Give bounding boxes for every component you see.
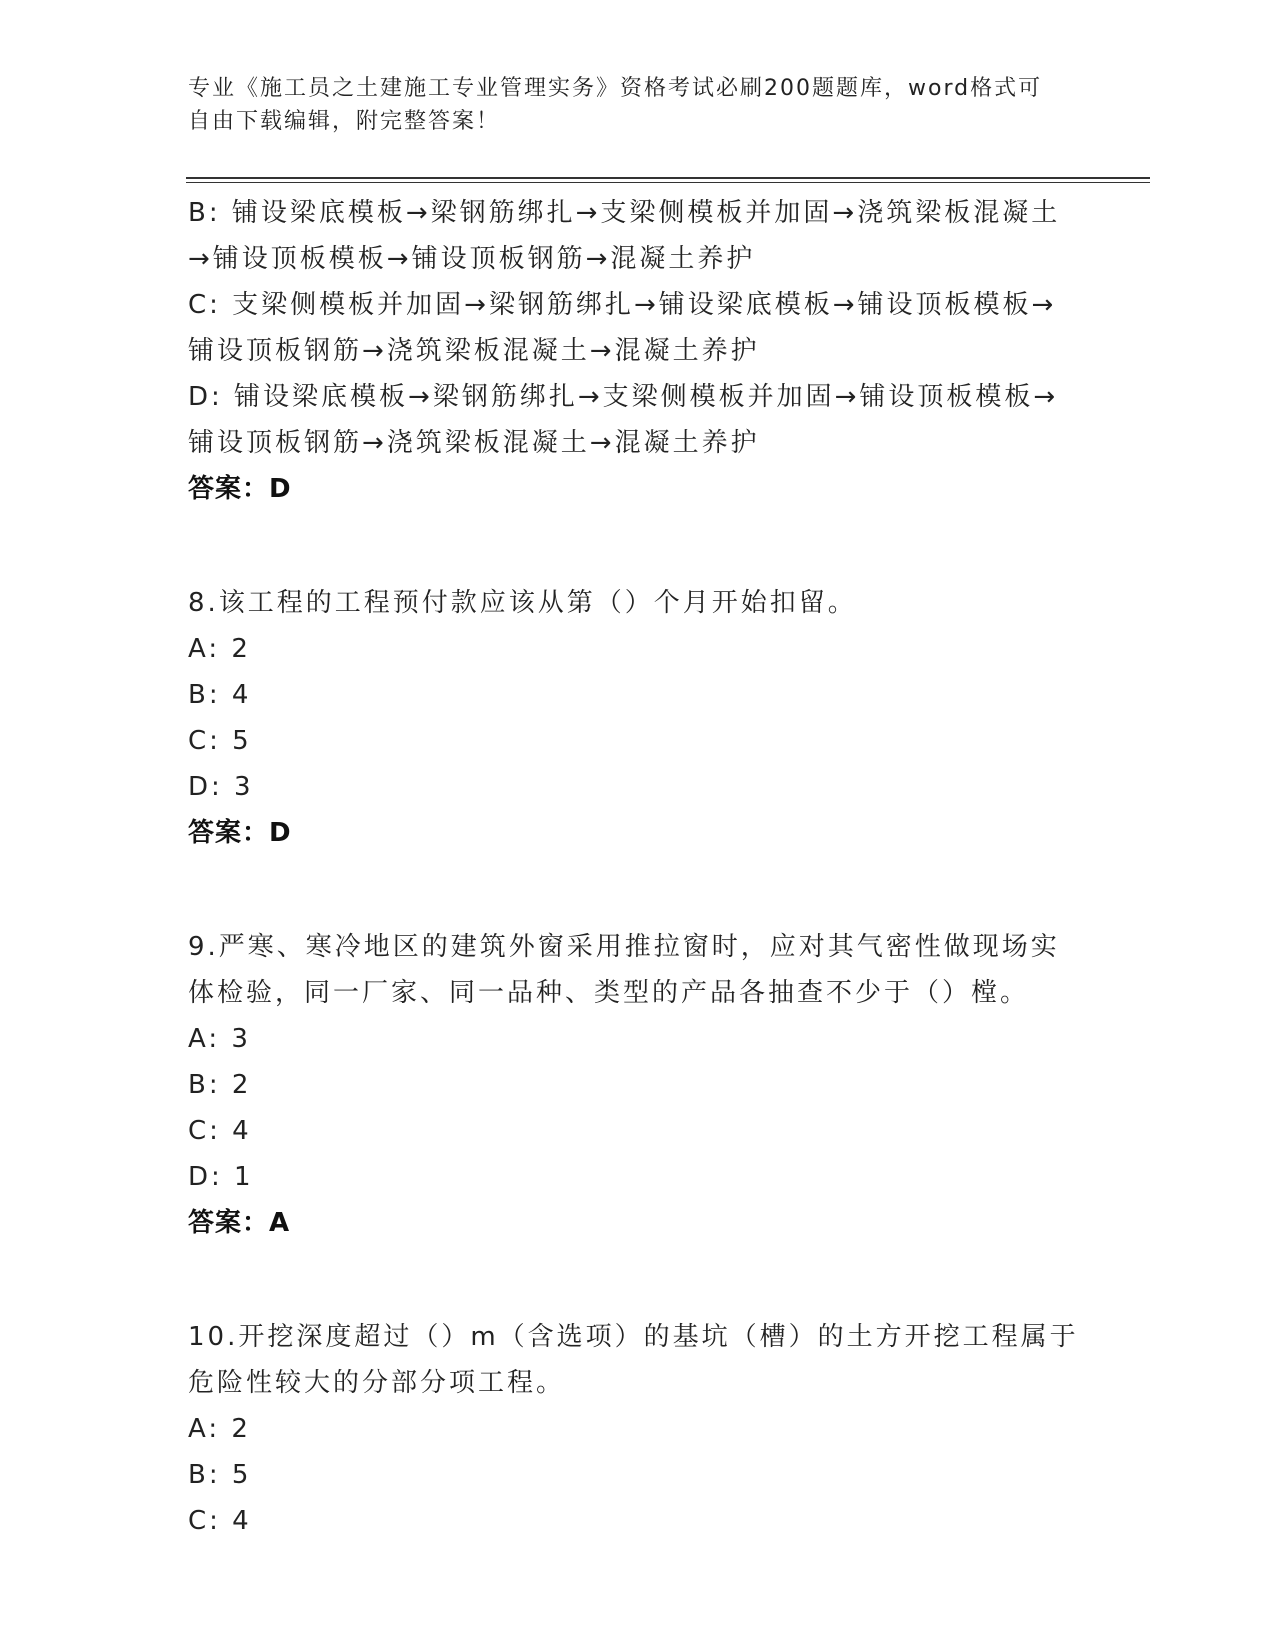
option-b-continued: →铺设顶板模板→铺设顶板钢筋→混凝土养护 (188, 244, 756, 274)
option-a: A: 2 (188, 1414, 251, 1444)
header-line-2: 自由下载编辑，附完整答案！ (188, 109, 501, 134)
header-divider (186, 177, 1150, 179)
answer-line: 答案：D (188, 818, 292, 848)
document-header (188, 72, 1068, 138)
option-c: C: 4 (188, 1506, 252, 1536)
option-d: D: 1 (188, 1162, 254, 1192)
option-b: B: 4 (188, 680, 252, 710)
question-list (188, 190, 1088, 1544)
option-a: A: 3 (188, 1024, 251, 1054)
question-text-continued: 危险性较大的分部分项工程。 (188, 1368, 566, 1398)
answer-line: 答案：A (188, 1208, 291, 1238)
option-c: C: 支梁侧模板并加固→梁钢筋绑扎→铺设梁底模板→铺设顶板模板→ (188, 290, 1057, 320)
question-text: 8.该工程的工程预付款应该从第（）个月开始扣留。 (188, 588, 857, 618)
option-c: C: 5 (188, 726, 252, 756)
option-d-continued: 铺设顶板钢筋→浇筑梁板混凝土→混凝土养护 (188, 428, 760, 458)
question-10 (188, 1314, 1088, 1544)
option-b: B: 2 (188, 1070, 252, 1100)
header-divider-thin (186, 182, 1150, 183)
question-text-continued: 体检验，同一厂家、同一品种、类型的产品各抽查不少于（）樘。 (188, 978, 1030, 1008)
header-line-1: 专业《施工员之土建施工专业管理实务》资格考试必刷200题题库，word格式可 (188, 76, 1043, 101)
question-9 (188, 924, 1088, 1246)
question-8 (188, 580, 1088, 856)
option-c: C: 4 (188, 1116, 252, 1146)
question-spacer (188, 512, 1088, 580)
question-text: 9.严寒、寒冷地区的建筑外窗采用推拉窗时，应对其气密性做现场实 (188, 932, 1060, 962)
question-spacer (188, 856, 1088, 924)
question-spacer (188, 1246, 1088, 1314)
answer-line: 答案：D (188, 474, 292, 504)
option-d: D: 3 (188, 772, 254, 802)
option-b: B: 5 (188, 1460, 252, 1490)
question-text: 10.开挖深度超过（）m（含选项）的基坑（槽）的土方开挖工程属于 (188, 1322, 1079, 1352)
option-a: A: 2 (188, 634, 251, 664)
option-c-continued: 铺设顶板钢筋→浇筑梁板混凝土→混凝土养护 (188, 336, 760, 366)
option-b: B: 铺设梁底模板→梁钢筋绑扎→支梁侧模板并加固→浇筑梁板混凝土 (188, 198, 1061, 228)
question-7-continued (188, 190, 1088, 512)
option-d: D: 铺设梁底模板→梁钢筋绑扎→支梁侧模板并加固→铺设顶板模板→ (188, 382, 1059, 412)
